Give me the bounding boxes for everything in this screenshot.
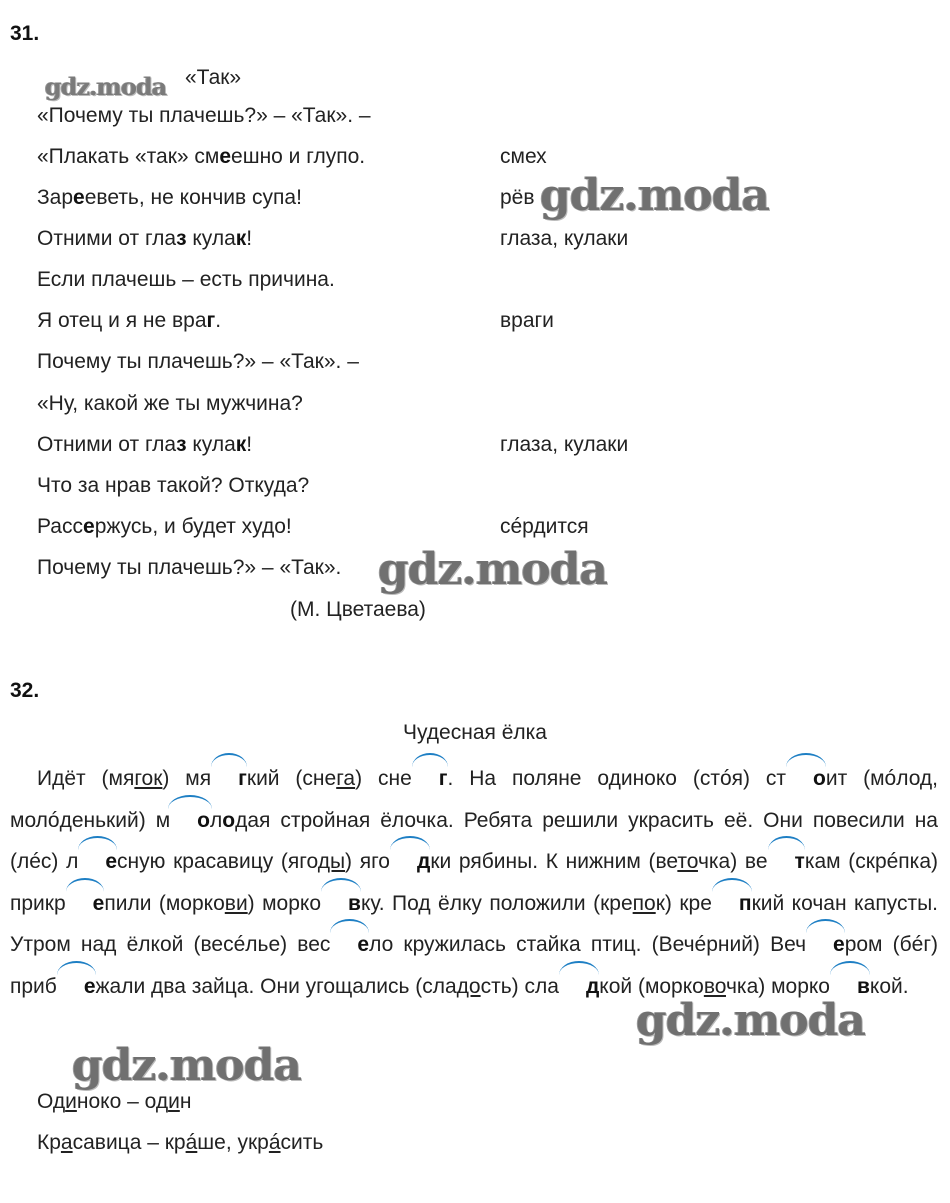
poem-line: «Ну, какой же ты мужчина?: [37, 392, 303, 415]
exercise-text: Идёт (мягок) мя гкий (снега) сне г. На поляне одиноко (стóя) ст оит (мóлод, молóденький) м олодая стройная ёлочка. Ребята решили украсить её. Они повесили на (лéс) л есную красавицу (ягоды) яго дки рябины. К нижним (веточка) ве ткам (скрéпка) прикр епили (моркови) морко вку. Под ёлку положили (крепок) кре пкий кочан капусты. Утром над ёлкой (весéлье) вес ело кружилась стайка птиц. (Вечéрний) Веч ером (бéг) приб ежали два зайца. Они угощались (сладость) сла дкой (морковочка) морко вкой.: [10, 758, 938, 1007]
poem-line: Рассержусь, и будет худо!: [37, 515, 292, 538]
side-note: глаза, кулаки: [500, 227, 629, 250]
side-note: сéрдится: [500, 515, 589, 538]
side-note: глаза, кулаки: [500, 433, 629, 456]
poem-line: «Плакать «так» смеешно и глупо.: [37, 145, 366, 168]
watermark-logo: gdz.moda: [72, 1040, 302, 1091]
watermark-logo: gdz.moda: [45, 72, 167, 101]
poem-line: Что за нрав такой? Откуда?: [37, 474, 310, 497]
side-note: рёв: [500, 186, 535, 209]
poem-line: Я отец и я не враг.: [37, 309, 222, 332]
poem-author: (М. Цветаева): [290, 598, 426, 621]
footer-line: Одиноко – один: [37, 1090, 192, 1113]
poem-line: Если плачешь – есть причина.: [37, 268, 335, 291]
side-note: смех: [500, 145, 547, 168]
text-heading: Чудесная ёлка: [403, 721, 547, 744]
footer-line: Красавица – крáше, укрáсить: [37, 1131, 324, 1154]
poem-line: Почему ты плачешь?» – «Так».: [37, 556, 342, 579]
watermark-logo: gdz.moda: [540, 170, 770, 221]
poem-line: Отними от глаз кулак!: [37, 227, 253, 250]
poem-line: Отними от глаз кулак!: [37, 433, 253, 456]
exercise-number: 31.: [10, 22, 40, 45]
poem-title: «Так»: [185, 66, 242, 89]
watermark-logo: gdz.moda: [378, 544, 608, 595]
side-note: враги: [500, 309, 554, 332]
poem-line: «Почему ты плачешь?» – «Так». –: [37, 104, 371, 127]
poem-line: Почему ты плачешь?» – «Так». –: [37, 350, 359, 373]
poem-line: Зарееветь, не кончив супа!: [37, 186, 302, 209]
watermark-logo: gdz.moda: [636, 995, 866, 1046]
exercise-number: 32.: [10, 679, 40, 702]
